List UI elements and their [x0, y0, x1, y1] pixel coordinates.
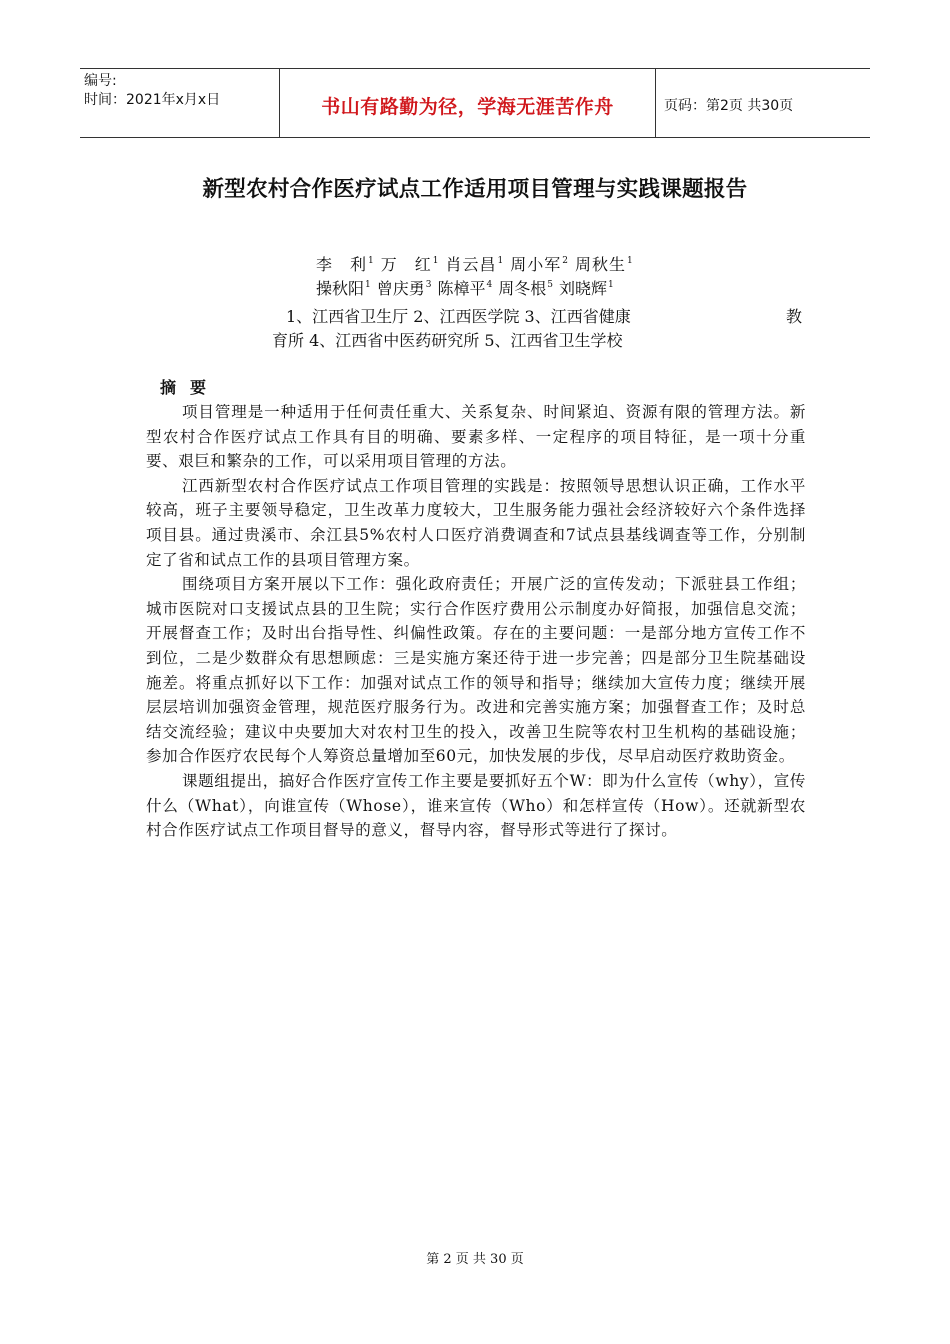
author: 周小军	[510, 255, 562, 274]
page-footer: 第 2 页 共 30 页	[426, 1252, 524, 1267]
author: 操秋阳	[316, 279, 365, 298]
header-page-info: 页码：第2页 共30页	[664, 98, 794, 114]
author: 万 红	[380, 255, 432, 274]
header-meta	[80, 69, 280, 137]
document-title: 新型农村合作医疗试点工作适用项目管理与实践课题报告	[202, 177, 748, 202]
author-affiliation-mark: 2	[562, 256, 569, 266]
header-motto: 书山有路勤为径，学海无涯苦作舟	[321, 95, 614, 118]
header-motto-cell	[280, 69, 656, 137]
abstract-paragraph: 围绕项目方案开展以下工作：强化政府责任；开展广泛的宣传发动；下派驻县工作组；城市医院对口支援试点县的卫生院；实行合作医疗费用公示制度办好简报，加强信息交流；开展督查工作；及时出台指导性、纠偏性政策。存在的主要问题：一是部分地方宣传工作不到位，二是少数群众有思想顾虑：三是实施方案还待于进一步完善；四是部分卫生院基础设施差。将重点抓好以下工作：加强对试点工作的领导和指导；继续加大宣传力度；继续开展层层培训加强资金管理，规范医疗服务行为。改进和完善实施方案；加强督查工作；及时总结交流经验；建议中央要加大对农村卫生的投入，改善卫生院等农村卫生机构的基础设施；参加合作医疗农民每个人筹资总量增加至60元，加快发展的步伐，尽早启动医疗救助资金。	[146, 575, 806, 766]
affiliations-line-1-end: 教	[786, 307, 803, 326]
authors-line-1	[316, 252, 640, 275]
author-affiliation-mark: 1	[365, 280, 371, 290]
document-number-label: 编号:	[84, 73, 117, 89]
author: 周秋生	[575, 255, 627, 274]
author: 刘晓辉	[559, 279, 608, 298]
abstract-heading: 摘要	[160, 378, 221, 397]
abstract-paragraph: 课题组提出，搞好合作医疗宣传工作主要是要抓好五个W：即为什么宣传（why），宣传什么（What），向谁宣传（Whose），谁来宣传（Who）和怎样宣传（How）。还就新型农村合作医疗试点工作项目督导的意义，督导内容，督导形式等进行了探讨。	[146, 771, 806, 840]
author-affiliation-mark: 1	[608, 280, 614, 290]
author: 肖云昌	[445, 255, 497, 274]
author-affiliation-mark: 1	[432, 256, 440, 266]
author: 周冬根	[498, 279, 547, 298]
authors-line-2	[316, 276, 620, 299]
author-affiliation-mark: 1	[497, 256, 505, 266]
page-header	[80, 68, 870, 138]
author-affiliation-mark: 1	[627, 256, 634, 266]
author-affiliation-mark: 3	[425, 280, 432, 290]
abstract-body	[146, 400, 806, 843]
header-page-info-cell	[656, 69, 870, 137]
author: 曾庆勇	[376, 279, 425, 298]
author: 陈樟平	[437, 279, 486, 298]
affiliations-line-2: 育所 4、江西省中医药研究所 5、江西省卫生学校	[272, 331, 623, 350]
author-affiliation-mark: 1	[368, 256, 375, 266]
affiliations-line-1: 1、江西省卫生厅 2、江西医学院 3、江西省健康	[286, 307, 631, 326]
author-affiliation-mark: 5	[547, 280, 553, 290]
document-date: 时间：2021年x月x日	[84, 92, 221, 108]
abstract-paragraph: 江西新型农村合作医疗试点工作项目管理的实践是：按照领导思想认识正确，工作水平较高，班子主要领导稳定，卫生改革力度较大，卫生服务能力强社会经济较好六个条件选择项目县。通过贵溪市、余江县5%农村人口医疗消费调查和7试点县基线调查等工作，分别制定了省和试点工作的县项目管理方案。	[146, 476, 806, 569]
author: 李 利	[316, 255, 368, 274]
author-affiliation-mark: 4	[486, 280, 493, 290]
abstract-paragraph: 项目管理是一种适用于任何责任重大、关系复杂、时间紧迫、资源有限的管理方法。新型农村合作医疗试点工作具有目的明确、要素多样、一定程序的项目特征，是一项十分重要、艰巨和繁杂的工作，可以采用项目管理的方法。	[146, 403, 806, 471]
